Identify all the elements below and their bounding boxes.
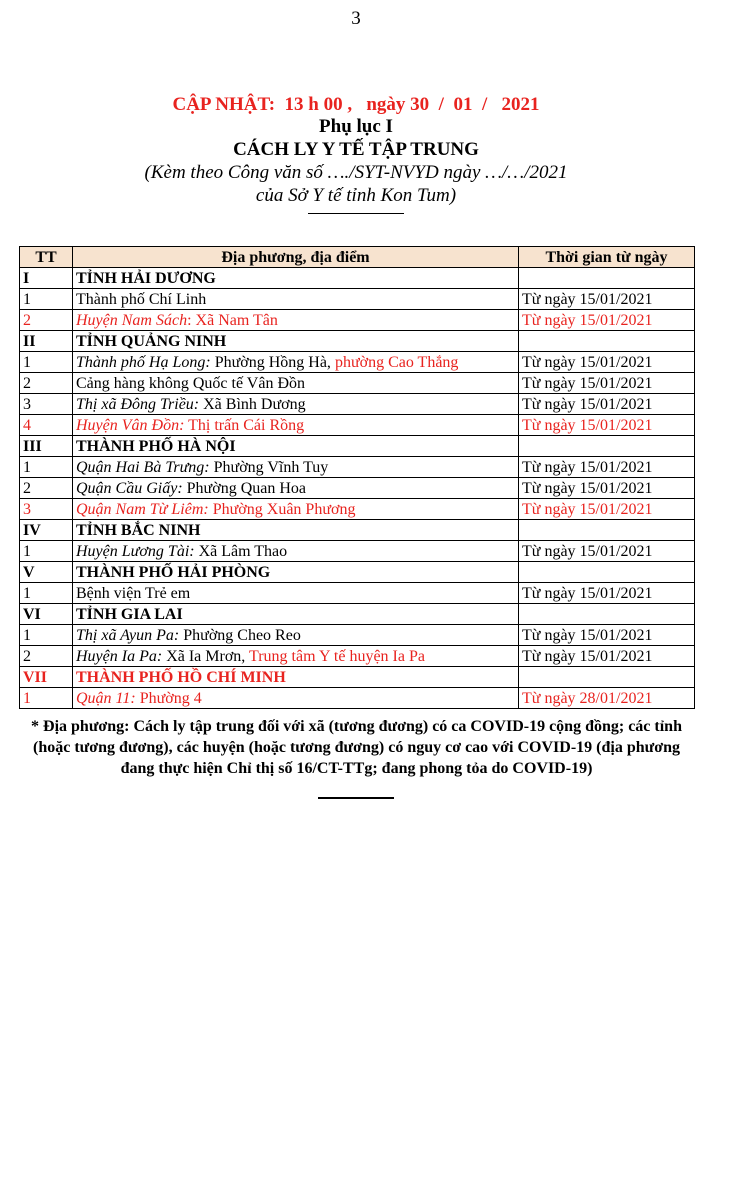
start-date: Từ ngày 15/01/2021 <box>519 352 695 373</box>
reference-line-1: (Kèm theo Công văn số …./SYT-NVYD ngày …/…/2021 <box>144 162 568 183</box>
reference-line-2: của Sở Y tế tỉnh Kon Tum) <box>255 185 457 206</box>
section-empty-cell <box>519 604 695 625</box>
start-date: Từ ngày 28/01/2021 <box>519 688 695 709</box>
location-name: Thị trấn Cái Rồng <box>184 416 305 434</box>
table-row <box>20 541 695 562</box>
district-name: Thị xã Đông Triều: <box>76 395 200 413</box>
location-name: Bệnh viện Trẻ em <box>76 584 191 602</box>
location-name: : Xã Nam Tân <box>187 311 278 329</box>
location-cell <box>73 352 519 373</box>
table-row <box>20 478 695 499</box>
table-row <box>20 289 695 310</box>
start-date: Từ ngày 15/01/2021 <box>519 415 695 436</box>
footer-divider <box>318 797 394 799</box>
table-row <box>20 583 695 604</box>
location-cell <box>73 415 519 436</box>
start-date: Từ ngày 15/01/2021 <box>519 625 695 646</box>
section-title: THÀNH PHỐ HÀ NỘI <box>73 436 519 457</box>
district-name: Huyện Nam Sách <box>76 311 188 329</box>
location-cell <box>73 688 519 709</box>
district-name: Thành phố Hạ Long: <box>76 353 211 371</box>
section-number: VI <box>20 604 73 625</box>
table-body <box>20 268 695 709</box>
section-title: THÀNH PHỐ HẢI PHÒNG <box>73 562 519 583</box>
section-row <box>20 331 695 352</box>
row-number: 2 <box>20 478 73 499</box>
district-name: Thị xã Ayun Pa: <box>76 626 180 644</box>
table-row <box>20 415 695 436</box>
section-title: TỈNH HẢI DƯƠNG <box>73 268 519 289</box>
section-number: IV <box>20 520 73 541</box>
location-name: Xã Ia Mrơn, <box>162 647 249 665</box>
row-number: 1 <box>20 289 73 310</box>
location-cell <box>73 310 519 331</box>
district-name: Huyện Vân Đồn: <box>76 416 185 434</box>
footnote: * Địa phương: Cách ly tập trung đối với xã (tương đương) có ca COVID-19 cộng đồng; các tỉnh (hoặc tương đương), các huyện (hoặc tương đương) có nguy cơ cao với COVID-19 (địa phương đang thực hiện Chỉ thị số 16/CT-TTg; đang phong tỏa do COVID-19) <box>31 718 682 777</box>
section-title: TỈNH BẮC NINH <box>73 520 519 541</box>
start-date: Từ ngày 15/01/2021 <box>519 499 695 520</box>
section-number: I <box>20 268 73 289</box>
table-row <box>20 646 695 667</box>
start-date: Từ ngày 15/01/2021 <box>519 478 695 499</box>
appendix-label: Phụ lục I <box>319 116 393 137</box>
section-row <box>20 667 695 688</box>
row-number: 1 <box>20 625 73 646</box>
district-name: Quận Cầu Giấy: <box>76 479 183 497</box>
location-cell <box>73 373 519 394</box>
location-name: Phường Xuân Phương <box>208 500 356 518</box>
location-name: Phường Quan Hoa <box>182 479 306 497</box>
section-empty-cell <box>519 436 695 457</box>
section-number: V <box>20 562 73 583</box>
start-date: Từ ngày 15/01/2021 <box>519 646 695 667</box>
location-cell <box>73 646 519 667</box>
start-date: Từ ngày 15/01/2021 <box>519 394 695 415</box>
row-number: 3 <box>20 394 73 415</box>
table-row <box>20 310 695 331</box>
row-number: 1 <box>20 583 73 604</box>
row-number: 2 <box>20 646 73 667</box>
location-name: Xã Lâm Thao <box>194 542 288 560</box>
location-name: Thành phố Chí Linh <box>76 290 207 308</box>
start-date: Từ ngày 15/01/2021 <box>519 310 695 331</box>
row-number: 2 <box>20 310 73 331</box>
update-timestamp: CẬP NHẬT: 13 h 00 , ngày 30 / 01 / 2021 <box>172 94 540 115</box>
location-name-highlight: Trung tâm Y tế huyện Ia Pa <box>249 647 425 665</box>
table-row <box>20 394 695 415</box>
location-cell <box>73 394 519 415</box>
location-cell <box>73 289 519 310</box>
section-number: VII <box>20 667 73 688</box>
section-title: TỈNH GIA LAI <box>73 604 519 625</box>
start-date: Từ ngày 15/01/2021 <box>519 373 695 394</box>
row-number: 1 <box>20 688 73 709</box>
section-empty-cell <box>519 520 695 541</box>
location-cell <box>73 583 519 604</box>
section-empty-cell <box>519 562 695 583</box>
quarantine-table <box>19 246 695 709</box>
location-name: Cảng hàng không Quốc tế Vân Đồn <box>76 374 305 392</box>
section-empty-cell <box>519 667 695 688</box>
section-row <box>20 520 695 541</box>
location-cell <box>73 478 519 499</box>
row-number: 1 <box>20 541 73 562</box>
district-name: Huyện Ia Pa: <box>76 647 163 665</box>
document-title: CÁCH LY Y TẾ TẬP TRUNG <box>233 139 479 160</box>
location-name-highlight: phường Cao Thắng <box>334 353 459 371</box>
row-number: 3 <box>20 499 73 520</box>
district-name: Huyện Lương Tài: <box>76 542 195 560</box>
table-row <box>20 499 695 520</box>
column-header-tt: TT <box>20 247 73 268</box>
section-empty-cell <box>519 268 695 289</box>
location-name: Phường Vĩnh Tuy <box>209 458 329 476</box>
header-divider <box>308 213 404 214</box>
district-name: Quận Nam Từ Liêm: <box>76 500 209 518</box>
row-number: 4 <box>20 415 73 436</box>
section-empty-cell <box>519 331 695 352</box>
district-name: Quận Hai Bà Trưng: <box>76 458 210 476</box>
table-header-row <box>20 247 695 268</box>
section-title: TỈNH QUẢNG NINH <box>73 331 519 352</box>
row-number: 2 <box>20 373 73 394</box>
page-number: 3 <box>351 8 361 29</box>
row-number: 1 <box>20 352 73 373</box>
section-row <box>20 562 695 583</box>
location-cell <box>73 457 519 478</box>
column-header-date: Thời gian từ ngày <box>519 247 695 268</box>
table-row <box>20 352 695 373</box>
section-number: III <box>20 436 73 457</box>
table-row <box>20 457 695 478</box>
section-row <box>20 268 695 289</box>
table-row <box>20 373 695 394</box>
section-row <box>20 436 695 457</box>
column-header-location: Địa phương, địa điểm <box>73 247 519 268</box>
document-header <box>0 94 712 214</box>
section-row <box>20 604 695 625</box>
location-name: Phường 4 <box>135 689 202 707</box>
row-number: 1 <box>20 457 73 478</box>
start-date: Từ ngày 15/01/2021 <box>519 289 695 310</box>
section-number: II <box>20 331 73 352</box>
table-row <box>20 625 695 646</box>
location-cell <box>73 541 519 562</box>
start-date: Từ ngày 15/01/2021 <box>519 457 695 478</box>
start-date: Từ ngày 15/01/2021 <box>519 583 695 604</box>
section-title: THÀNH PHỐ HỒ CHÍ MINH <box>73 667 519 688</box>
start-date: Từ ngày 15/01/2021 <box>519 541 695 562</box>
location-cell <box>73 499 519 520</box>
location-name: Phường Hồng Hà, <box>210 353 335 371</box>
location-name: Xã Bình Dương <box>199 395 306 413</box>
district-name: Quận 11: <box>76 689 136 707</box>
location-cell <box>73 625 519 646</box>
location-name: Phường Cheo Reo <box>179 626 301 644</box>
table-row <box>20 688 695 709</box>
